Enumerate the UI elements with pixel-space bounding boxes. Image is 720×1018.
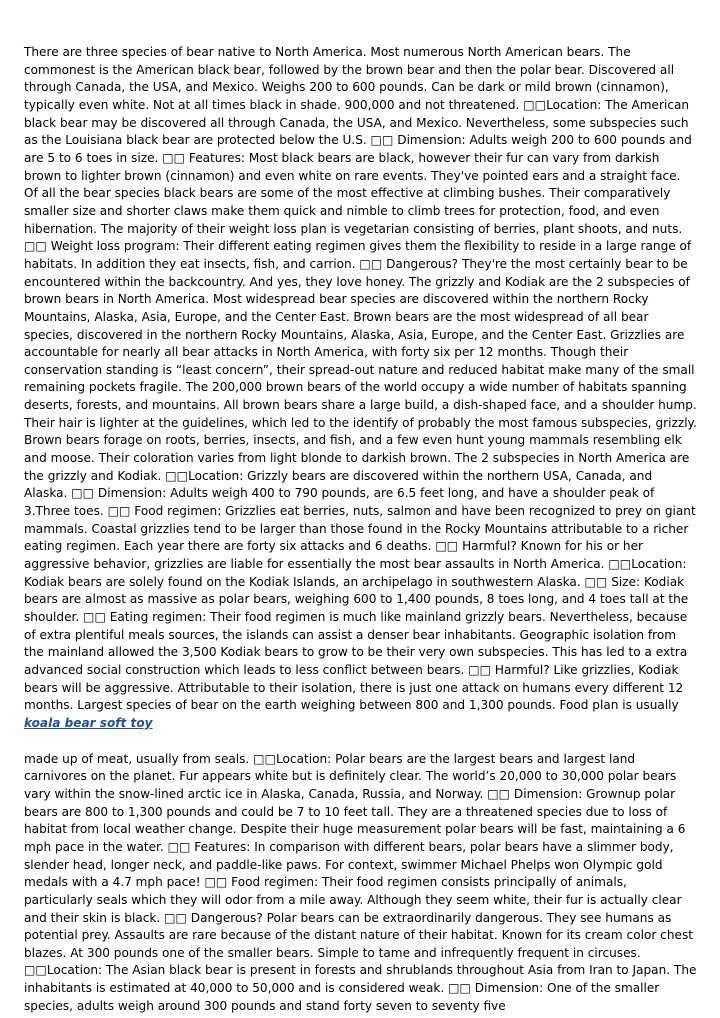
body-paragraph-1 <box>24 44 698 733</box>
body-paragraph-2 <box>24 751 698 1016</box>
paragraph-1-text: There are three species of bear native to North America. Most numerous North American bears. The commonest is the American black bear, followed by the brown bear and then the polar bear. Discovered all through Canada, the USA, and Mexico. Weighs 200 to 600 pounds. Can be dark or mild brown (cinnamon), typically even white. Not at all times black in shade. 900,000 and not threatened. □□Location: The American black bear may be discovered all through Canada, the USA, and Mexico. Nevertheless, some subspecies such as the Louisiana black bear are protected below the U.S. □□ Dimension: Adults weigh 200 to 600 pounds and are 5 to 6 toes in size. □□ Features: Most black bears are black, however their fur can vary from darkish brown to lighter brown (cinnamon) and even white on rare events. They've pointed ears and a straight face. Of all the bear species black bears are some of the most effective at climbing bushes. Their comparatively smaller size and shorter claws make them quick and nimble to climb trees for protection, food, and even hibernation. The majority of their weight loss plan is vegetarian consisting of berries, plant shoots, and nuts. □□ Weight loss program: Their different eating regimen gives them the flexibility to reside in a large range of habitats. In addition they eat insects, fish, and carrion. □□ Dangerous? They're the most certainly bear to be encountered within the backcountry. And yes, they love honey. The grizzly and Kodiak are the 2 subspecies of brown bears in North America. Most widespread bear species are discovered within the northern Rocky Mountains, Alaska, Asia, Europe, and the Center East. Brown bears are the most widespread of all bear species, discovered in the northern Rocky Mountains, Alaska, Asia, Europe, and the Center East. Grizzlies are accountable for nearly all bear attacks in North America, with forty six per 12 months. Though their conservation standing is “least concern”, their spread-out nature and reduced habitat make many of the small remaining pockets fragile. The 200,000 brown bears of the world occupy a wide number of habitats spanning deserts, forests, and mountains. All brown bears share a large build, a dish-shaped face, and a shoulder hump. Their hair is lighter at the guidelines, which led to the identify of probably the most famous subspecies, grizzly. Brown bears forage on roots, berries, insects, and fish, and a few even hunt young mammals resembling elk and moose. Their coloration varies from light blonde to darkish brown. The 2 subspecies in North America are the grizzly and Kodiak. □□Location: Grizzly bears are discovered within the northern USA, Canada, and Alaska. □□ Dimension: Adults weigh 400 to 790 pounds, are 6.5 feet long, and have a shoulder peak of 3.Three toes. □□ Food regimen: Grizzlies eat berries, nuts, salmon and have been recognized to prey on giant mammals. Coastal grizzlies tend to be larger than those found in the Rocky Mountains attributable to a richer eating regimen. Each year there are forty six attacks and 6 deaths. □□ Harmful? Known for his or her aggressive behavior, grizzlies are liable for essentially the most bear assaults in North America. □□Location: Kodiak bears are solely found on the Kodiak Islands, an archipelago in southwestern Alaska. □□ Size: Kodiak bears are almost as massive as polar bears, weighing 600 to 1,400 pounds, 8 toes long, and 4 toes tall at the shoulder. □□ Eating regimen: Their food regimen is much like mainland grizzly bears. Nevertheless, because of extra plentiful meals sources, the islands can assist a denser bear inhabitants. Geographic isolation from the mainland allowed the 3,500 Kodiak bears to grow to be their very own subspecies. This has led to a extra advanced social construction which leads to less conflict between bears. □□ Harmful? Like grizzlies, Kodiak bears will be aggressive. Attributable to their isolation, there is just one attack on humans every different 12 months. Largest species of bear on the earth weighing between 800 and 1,300 pounds. Food plan is usually <box>24 45 697 713</box>
koala-bear-soft-toy-link[interactable]: koala bear soft toy <box>24 715 153 730</box>
paragraph-2-text: made up of meat, usually from seals. □□Location: Polar bears are the largest bears and largest land carnivores on the planet. Fur appears white but is definitely clear. The world’s 20,000 to 30,000 polar bears vary within the snow-lined arctic ice in Alaska, Canada, Russia, and Norway. □□ Dimension: Grownup polar bears are 800 to 1,300 pounds and could be 7 to 10 feet tall. They are a threatened species due to loss of habitat from local weather change. Despite their huge measurement polar bears will be fast, maintaining a 6 mph pace in the water. □□ Features: In comparison with different bears, polar bears have a slimmer body, slender head, longer neck, and paddle-like paws. For context, swimmer Michael Phelps won Olympic gold medals with a 4.7 mph pace! □□ Food regimen: Their food regimen consists principally of animals, particularly seals which they will odor from a mile away. Although they seem white, their fur is actually clear and their skin is black. □□ Dangerous? Polar bears can be extraordinarily dangerous. They see humans as potential prey. Assaults are rare because of the distant nature of their habitat. Known for its cream color chest blazes. At 300 pounds one of the smaller bears. Simple to tame and infrequently frequent in circuses. □□Location: The Asian black bear is present in forests and shrublands throughout Asia from Iran to Japan. The inhabitants is estimated at 40,000 to 50,000 and is considered weak. □□ Dimension: One of the smaller species, adults weigh around 300 pounds and stand forty seven to seventy five <box>24 751 697 1013</box>
